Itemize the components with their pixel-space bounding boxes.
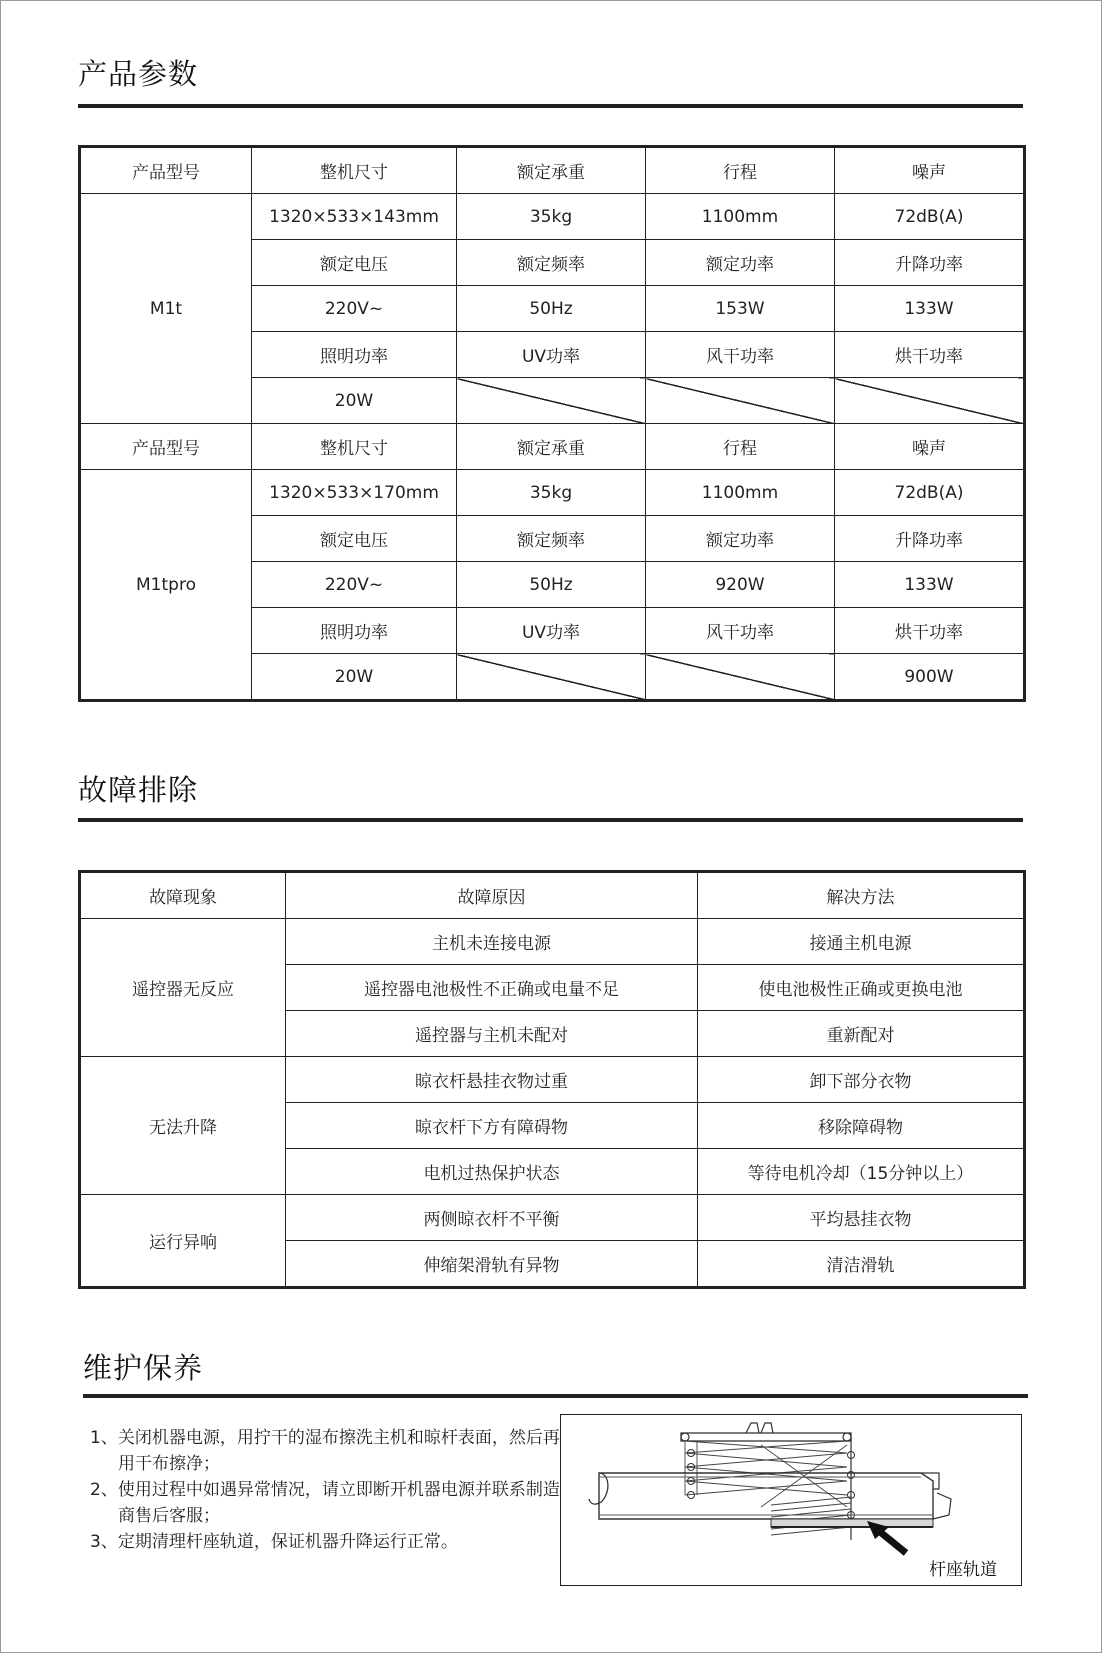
cause-cell: 遥控器与主机未配对 <box>286 1011 698 1057</box>
maint-section-rule <box>83 1394 1028 1398</box>
params-row <box>80 194 1025 240</box>
trouble-row <box>80 1057 1025 1103</box>
params-cell: 900W <box>835 654 1025 701</box>
trouble-header-row <box>80 872 1025 919</box>
params-cell: 照明功率 <box>252 332 457 378</box>
params-cell: 35kg <box>457 194 646 240</box>
trouble-row <box>80 919 1025 965</box>
params-header-cell: 行程 <box>646 147 835 194</box>
params-cell: UV功率 <box>457 332 646 378</box>
params-cell: 额定电压 <box>252 240 457 286</box>
params-header-cell: 行程 <box>646 424 835 470</box>
maint-section-title: 维护保养 <box>83 1351 204 1385</box>
params-cell: 风干功率 <box>646 332 835 378</box>
trouble-section-rule <box>78 818 1023 822</box>
params-cell: 133W <box>835 286 1025 332</box>
solution-cell: 重新配对 <box>698 1011 1025 1057</box>
model-name-cell: M1tpro <box>80 470 252 701</box>
params-cell: 额定电压 <box>252 516 457 562</box>
model-name-cell: M1t <box>80 194 252 424</box>
solution-cell: 等待电机冷却（15分钟以上） <box>698 1149 1025 1195</box>
params-section-rule <box>78 104 1023 108</box>
params-cell: UV功率 <box>457 608 646 654</box>
params-cell: 1100mm <box>646 194 835 240</box>
empty-slash-cell <box>457 654 646 701</box>
cause-cell: 伸缩架滑轨有异物 <box>286 1241 698 1288</box>
empty-slash-cell <box>835 378 1025 424</box>
empty-slash-cell <box>646 654 835 701</box>
params-cell: 额定功率 <box>646 240 835 286</box>
trouble-header-cell: 解决方法 <box>698 872 1025 919</box>
rail-figure <box>560 1414 1022 1586</box>
params-header-row <box>80 147 1025 194</box>
params-cell: 20W <box>252 654 457 701</box>
params-cell: 额定功率 <box>646 516 835 562</box>
cause-cell: 遥控器电池极性不正确或电量不足 <box>286 965 698 1011</box>
params-cell: 烘干功率 <box>835 608 1025 654</box>
params-header-row <box>80 424 1025 470</box>
trouble-row <box>80 1195 1025 1241</box>
trouble-table <box>78 870 1026 1289</box>
params-cell: 1320×533×170mm <box>252 470 457 516</box>
params-cell: 153W <box>646 286 835 332</box>
params-cell: 1320×533×143mm <box>252 194 457 240</box>
params-cell: 额定频率 <box>457 516 646 562</box>
params-header-cell: 额定承重 <box>457 424 646 470</box>
params-cell: 72dB(A) <box>835 470 1025 516</box>
params-header-cell: 产品型号 <box>80 424 252 470</box>
params-cell: 50Hz <box>457 286 646 332</box>
params-row <box>80 470 1025 516</box>
params-cell: 额定频率 <box>457 240 646 286</box>
params-cell: 照明功率 <box>252 608 457 654</box>
params-table <box>78 145 1026 702</box>
params-header-cell: 整机尺寸 <box>252 147 457 194</box>
symptom-cell: 运行异响 <box>80 1195 286 1288</box>
cause-cell: 晾衣杆悬挂衣物过重 <box>286 1057 698 1103</box>
params-cell: 升降功率 <box>835 516 1025 562</box>
solution-cell: 接通主机电源 <box>698 919 1025 965</box>
trouble-header-cell: 故障现象 <box>80 872 286 919</box>
params-header-cell: 额定承重 <box>457 147 646 194</box>
symptom-cell: 遥控器无反应 <box>80 919 286 1057</box>
params-cell: 920W <box>646 562 835 608</box>
params-cell: 72dB(A) <box>835 194 1025 240</box>
trouble-header-cell: 故障原因 <box>286 872 698 919</box>
params-cell: 220V~ <box>252 286 457 332</box>
solution-cell: 平均悬挂衣物 <box>698 1195 1025 1241</box>
solution-cell: 清洁滑轨 <box>698 1241 1025 1288</box>
symptom-cell: 无法升降 <box>80 1057 286 1195</box>
params-cell: 1100mm <box>646 470 835 516</box>
params-cell: 35kg <box>457 470 646 516</box>
cause-cell: 两侧晾衣杆不平衡 <box>286 1195 698 1241</box>
empty-slash-cell <box>457 378 646 424</box>
maintenance-item: 1、关闭机器电源，用拧干的湿布擦洗主机和晾杆表面，然后再用干布擦净； <box>90 1428 560 1474</box>
params-header-cell: 整机尺寸 <box>252 424 457 470</box>
params-header-cell: 噪声 <box>835 424 1025 470</box>
params-cell: 220V~ <box>252 562 457 608</box>
cause-cell: 电机过热保护状态 <box>286 1149 698 1195</box>
solution-cell: 使电池极性正确或更换电池 <box>698 965 1025 1011</box>
params-cell: 烘干功率 <box>835 332 1025 378</box>
params-cell: 风干功率 <box>646 608 835 654</box>
params-section-title: 产品参数 <box>78 57 199 91</box>
cause-cell: 主机未连接电源 <box>286 919 698 965</box>
params-cell: 133W <box>835 562 1025 608</box>
params-header-cell: 产品型号 <box>80 147 252 194</box>
maintenance-item: 2、使用过程中如遇异常情况，请立即断开机器电源并联系制造商售后客服； <box>90 1480 560 1526</box>
params-cell: 升降功率 <box>835 240 1025 286</box>
maintenance-item: 3、定期清理杆座轨道，保证机器升降运行正常。 <box>90 1532 458 1552</box>
params-cell: 20W <box>252 378 457 424</box>
solution-cell: 移除障碍物 <box>698 1103 1025 1149</box>
cause-cell: 晾衣杆下方有障碍物 <box>286 1103 698 1149</box>
params-cell: 50Hz <box>457 562 646 608</box>
rail-label: 杆座轨道 <box>929 1560 997 1580</box>
params-header-cell: 噪声 <box>835 147 1025 194</box>
maintenance-list <box>90 1425 560 1555</box>
empty-slash-cell <box>646 378 835 424</box>
solution-cell: 卸下部分衣物 <box>698 1057 1025 1103</box>
trouble-section-title: 故障排除 <box>78 773 199 807</box>
